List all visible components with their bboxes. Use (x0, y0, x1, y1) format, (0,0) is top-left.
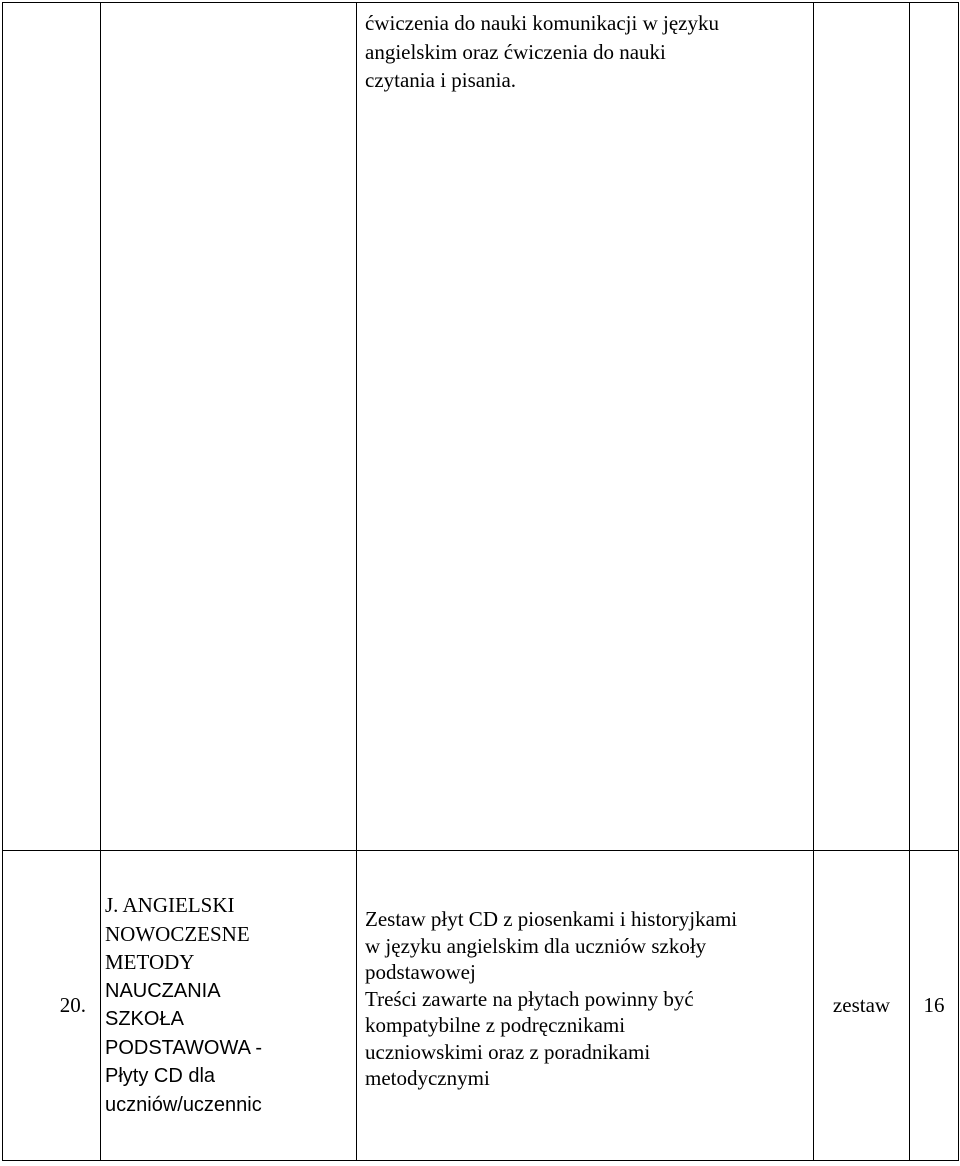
description-line: Zestaw płyt CD z piosenkami i historyjkami (365, 907, 738, 931)
table-row (3, 851, 959, 1161)
unit-cell (814, 3, 910, 851)
description-line: angielskim oraz ćwiczenia do nauki (365, 39, 666, 64)
description-cell (357, 3, 814, 851)
product-line: SZKOŁA (105, 1008, 184, 1030)
unit-cell (814, 851, 910, 1161)
product-line: uczniów/uczennic (105, 1093, 262, 1116)
description-line: Treści zawarte na płytach powinny być (365, 986, 694, 1011)
lp-cell (3, 3, 101, 851)
quantity-value: 16 (923, 993, 945, 1017)
description-line: ćwiczenia do nauki komunikacji w języku (365, 11, 719, 35)
product-line: Płyty CD dla (105, 1065, 216, 1087)
table-row (3, 3, 959, 851)
unit-value: zestaw (832, 993, 891, 1017)
description-line: w języku angielskim dla uczniów szkoły (365, 933, 707, 958)
description-line: kompatybilne z podręcznikami (365, 1013, 626, 1037)
product-line: NAUCZANIA (105, 979, 221, 1002)
description-line: metodycznymi (365, 1066, 490, 1090)
product-line: METODY (105, 950, 195, 974)
product-cell (101, 3, 357, 851)
lp-cell (3, 851, 101, 1161)
description-cell (357, 851, 814, 1161)
quantity-cell (910, 3, 959, 851)
document-table (2, 2, 959, 1161)
product-line: PODSTAWOWA - (105, 1036, 263, 1059)
lp-number: 20. (59, 993, 86, 1017)
product-line: NOWOCZESNE (105, 921, 250, 946)
description-line: czytania i pisania. (365, 68, 517, 92)
product-cell (101, 851, 357, 1161)
description-line: podstawowej (365, 960, 476, 984)
quantity-cell (910, 851, 959, 1161)
description-line: uczniowskimi oraz z poradnikami (365, 1039, 651, 1064)
product-line: J. ANGIELSKI (105, 893, 235, 917)
